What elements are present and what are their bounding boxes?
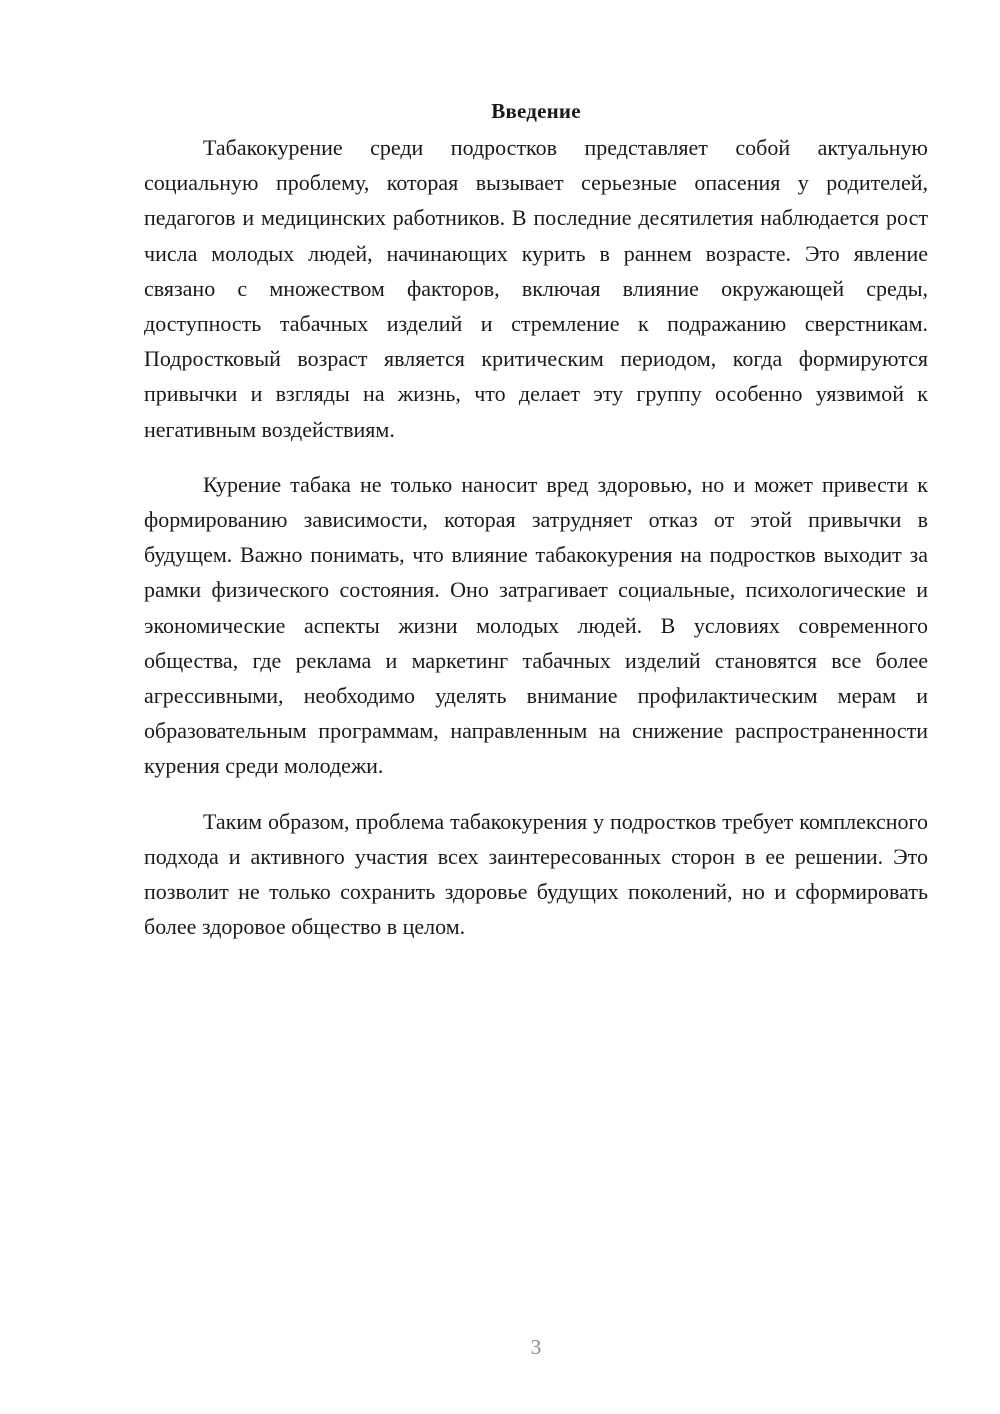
paragraph-3: Таким образом, проблема табакокурения у подростков требует комплексного подхода и активного участия всех заинтересованных сторон в ее решении. Это позволит не только сохранить здоровье будущих поколений, но и сформировать более здоровое общество в целом. <box>144 808 928 940</box>
page-content <box>144 94 928 964</box>
paragraph-1: Табакокурение среди подростков представляет собой актуальную социальную проблему, которая вызывает серьезные опасения у родителей, педагогов и медицинских работников. В последние десятилетия наблюдается рост числа молодых людей, начинающих курить в раннем возрасте. Это явление связано с множеством факторов, включая влияние окружающей среды, доступность табачных изделий и стремление к подражанию сверстникам. Подростковый возраст является критическим периодом, когда формируются привычки и взгляды на жизнь, что делает эту группу особенно уязвимой к негативным воздействиям. <box>144 135 928 442</box>
page-number: 3 <box>530 1335 542 1359</box>
section-heading: Введение <box>491 99 581 123</box>
paragraph-2: Курение табака не только наносит вред здоровью, но и может привести к формированию зависимости, которая затрудняет отказ от этой привычки в будущем. Важно понимать, что влияние табакокурения на подростков выходит за рамки физического состояния. Оно затрагивает социальные, психологические и экономические аспекты жизни молодых людей. В условиях современного общества, где реклама и маркетинг табачных изделий становятся все более агрессивными, необходимо уделять внимание профилактическим мерам и образовательным программам, направленным на снижение распространенности курения среди молодежи. <box>144 471 928 779</box>
